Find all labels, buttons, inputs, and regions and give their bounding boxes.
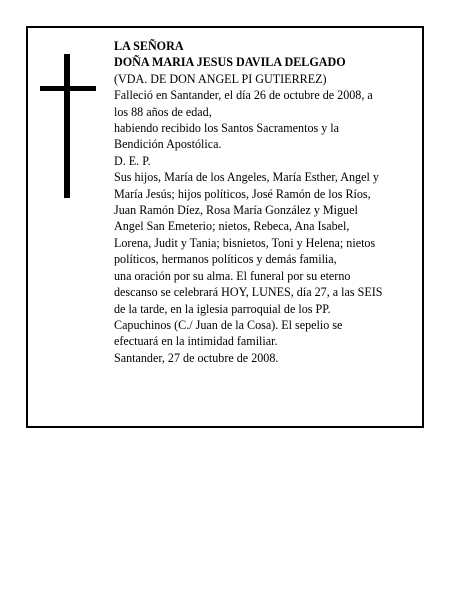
notice-body-line: Juan Ramón Díez, Rosa María González y Miguel <box>114 203 358 218</box>
notice-body-line: Angel San Emeterio; nietos, Rebeca, Ana Isabel, <box>114 219 350 234</box>
obituary-notice <box>26 26 424 428</box>
deceased-name: DOÑA MARIA JESUS DAVILA DELGADO <box>114 55 346 70</box>
dep-line: D. E. P. <box>114 153 151 168</box>
widow-of-line: (VDA. DE DON ANGEL PI GUTIERREZ) <box>114 71 327 86</box>
notice-date-line: Santander, 27 de octubre de 2008. <box>114 350 279 365</box>
notice-body-line: Sus hijos, María de los Angeles, María Esther, Angel y <box>114 170 379 185</box>
notice-body-line: de la tarde, en la iglesia parroquial de los PP. <box>114 301 331 316</box>
notice-heading: LA SEÑORA <box>114 39 184 53</box>
notice-text <box>114 38 424 366</box>
cross-vertical-bar <box>64 54 70 198</box>
notice-body-line: descanso se celebrará HOY, LUNES, día 27, a las SEIS <box>114 285 383 300</box>
notice-body-line: Bendición Apostólica. <box>114 137 222 152</box>
notice-body-line: Capuchinos (C./ Juan de la Cosa). El sepelio se <box>114 317 343 332</box>
notice-body-line: los 88 años de edad, <box>114 104 212 119</box>
notice-body-line: Falleció en Santander, el día 26 de octubre de 2008, a <box>114 88 373 103</box>
notice-body-line: habiendo recibido los Santos Sacramentos y la <box>114 121 340 136</box>
notice-body-line: una oración por su alma. El funeral por su eterno <box>114 268 351 283</box>
cross-horizontal-bar <box>40 86 96 91</box>
notice-body-line: María Jesús; hijos políticos, José Ramón de los Ríos, <box>114 186 371 201</box>
notice-body-line: Lorena, Judit y Tania; bisnietos, Toni y Helena; nietos <box>114 235 376 250</box>
notice-body-line: políticos, hermanos políticos y demás familia, <box>114 252 337 267</box>
notice-body-line: efectuará en la intimidad familiar. <box>114 334 278 349</box>
cross-icon <box>40 54 96 198</box>
